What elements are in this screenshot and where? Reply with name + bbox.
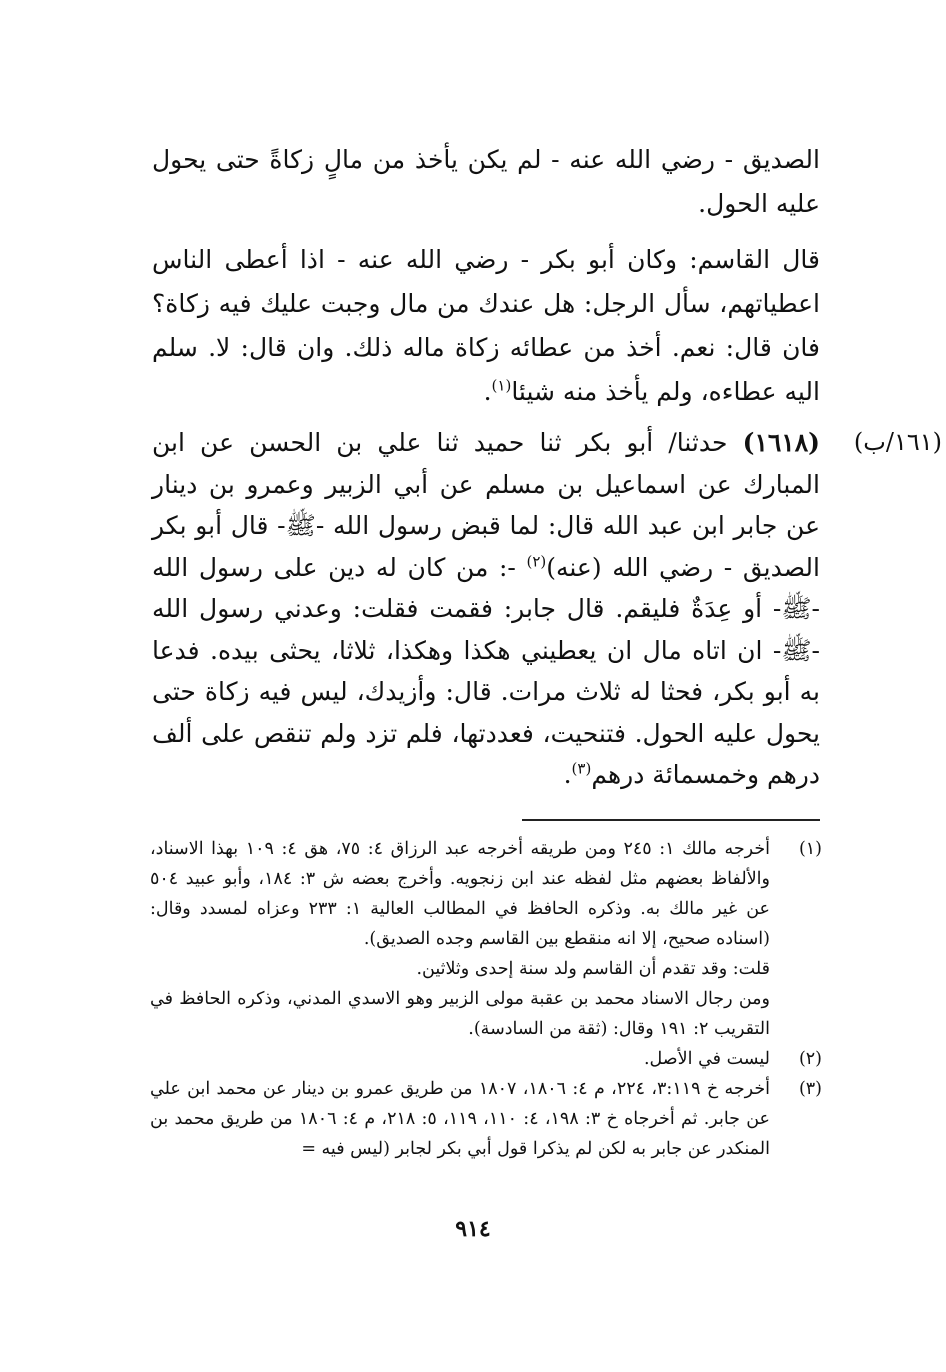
footnote-1-text: أخرجه مالك ١: ٢٤٥ ومن طريقه أخرجه عبد الرزاق ٤: ٧٥، هق ٤: ١٠٩ بهذا الاسناد، والألفاظ بعضهم مثل لفظه عند ابن زنجويه. وأخرج بعضه ش ٣: ١٨٤، وأبو عبيد ٥٠٤ عن غير مالك به. وذكره الحافظ في المطالب العالية ١: ٢٣٣ وعزاه لمسدد وقال: (اسناده صحيح، إلا انه منقطع بين القاسم وجده الصديق). [150, 839, 770, 949]
footnotes-section [150, 834, 822, 1164]
footnote-2 [150, 1044, 822, 1074]
footnote-divider [522, 819, 820, 821]
footnote-ref-1: (١) [491, 376, 512, 395]
paragraph-3-end: . [563, 760, 572, 789]
footnote-ref-2: (٢) [526, 552, 547, 571]
paragraph-2-text: قال القاسم: وكان أبو بكر - رضي الله عنه - اذا أعطى الناس اعطياتهم، سأل الرجل: هل عندك من مال وجبت عليك فيه زكاة؟ فان قال: نعم. أخذ من عطائه زكاة ماله ذلك. وان قال: لا. سلم اليه عطاءه، ولم يأخذ منه شيئا [152, 245, 820, 406]
paragraph-3 [152, 422, 820, 796]
footnote-1 [150, 834, 822, 954]
hadith-number: (١٦١٨) [742, 428, 820, 457]
paragraph-3-text-a: حدثنا/ أبو بكر ثنا حميد ثنا علي بن الحسن عن ابن المبارك عن اسماعيل بن مسلم عن أبي الزبير وعمرو بن دينار عن جابر ابن عبد الله قال: لما قبض رسول الله -ﷺ- قال أبو بكر الصديق - رضي الله (عنه) [152, 428, 820, 582]
body-paragraph-1 [152, 138, 820, 226]
footnote-3-number: (٣) [798, 1079, 822, 1099]
footnote-1-note-2: ومن رجال الاسناد محمد بن عقبة مولى الزبير وهو الاسدي المدني، وذكره الحافظ في التقريب ٢: ١٩١ وقال: (ثقة من السادسة). [150, 989, 770, 1039]
body-paragraph-2 [152, 238, 820, 414]
footnote-1-note-1: قلت: وقد تقدم أن القاسم ولد سنة إحدى وثلاثين. [416, 959, 770, 979]
footnote-ref-3: (٣) [571, 759, 592, 778]
page-number: ٩١٤ [455, 1216, 491, 1242]
footnote-3-text: أخرجه خ ٣:١١٩، ٢٢٤، م ٤: ١٨٠٦، ١٨٠٧ من طريق عمرو بن دينار عن محمد ابن علي عن جابر. ثم أخرجاه خ ٣: ١٩٨، ٤: ١١٠، ١١٩، ٥: ٢١٨، م ٤: ١٨٠٦ من طريق محمد بن المنكدر عن جابر به لكن لم يذكرا قول أبي بكر لجابر (ليس فيه = [150, 1079, 771, 1159]
paragraph-2 [152, 238, 820, 414]
paragraph-1-text: الصديق - رضي الله عنه - لم يكن يأخذ من مالٍ زكاةً حتى يحول عليه الحول. [152, 145, 820, 218]
footnote-2-text: ليست في الأصل. [643, 1049, 770, 1069]
paragraph-2-end: . [483, 377, 492, 406]
margin-folio-reference: (١٦١/ب) [853, 428, 942, 456]
footnote-1-number: (١) [798, 839, 822, 859]
footnote-2-number: (٢) [798, 1049, 822, 1069]
paragraph-3-text-b: -: من كان له دين على رسول الله -ﷺ- أو عِدَةٌ فليقم. قال جابر: فقمت فقلت: وعدني رسول الله -ﷺ- ان اتاه مال ان يعطيني هكذا وهكذا، ثلاثا، يحثى بيده. فدعا به أبو بكر، فحثا له ثلاث مرات. قال: وأزيدك، ليس فيه زكاة حتى يحول عليه الحول. فتنحيت، فعددتها، فلم تزد ولم تنقص على ألف درهم وخمسمائة درهم [152, 552, 820, 789]
footnote-3 [150, 1074, 822, 1164]
body-paragraph-3 [152, 422, 820, 796]
